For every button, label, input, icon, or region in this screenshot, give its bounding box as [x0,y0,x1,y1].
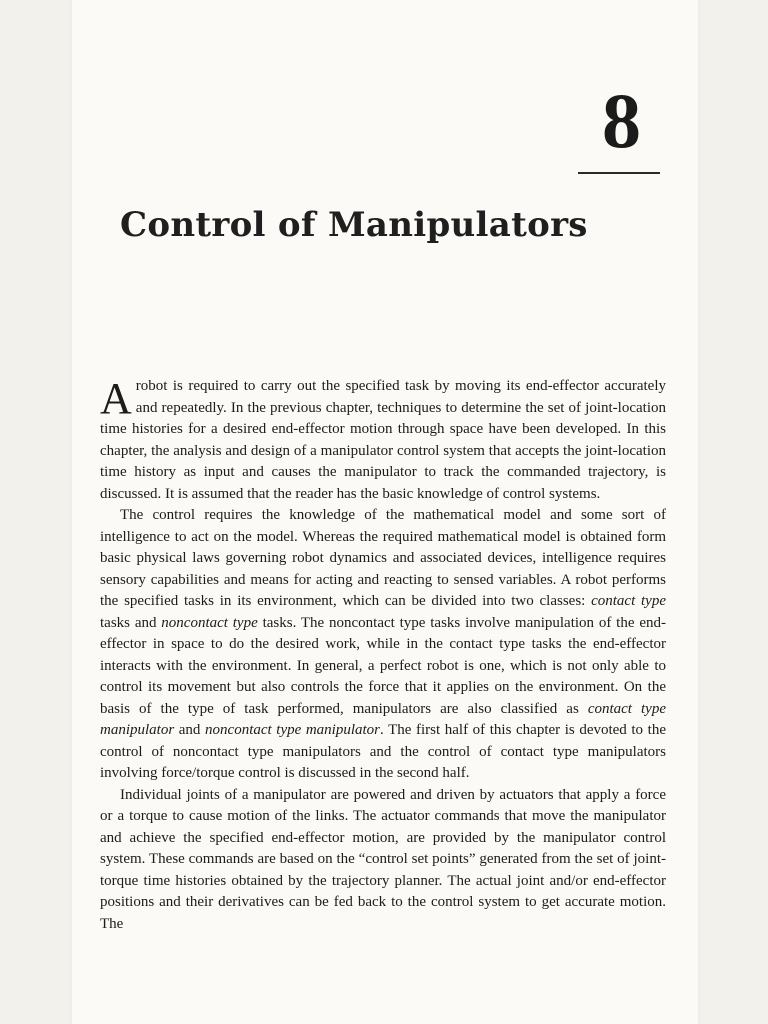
chapter-rule [578,172,660,174]
text-segment: and [174,722,206,738]
drop-cap: A [100,374,132,423]
chapter-number: 8 [602,77,641,164]
paragraph-1 [100,376,666,505]
text-segment: tasks. The noncontact type tasks involve manipulation of the end-effector in space to do the desired work, while in the contact type tasks the end-effector interacts with the environment. In general, a perfect robot is one, which is not only able to control its movement but also controls the force that it applies on the environment. On the basis of the type of task performed, manipulators are also classified as [100,614,666,717]
text-segment: tasks and [100,614,162,631]
term-noncontact-type-manipulator: noncontact type manipulator [205,722,381,738]
text-segment: . The first half of this chapter is devoted to the control of noncontact type manipulators and the control of contact type manipulators involving force/torque control is discussed in the second half. [100,722,666,781]
chapter-body [100,376,666,935]
term-contact-type: contact type [591,593,666,609]
term-noncontact-type: noncontact type [161,614,258,631]
paragraph-3 [100,785,666,936]
paragraph-1-text: robot is required to carry out the specified task by moving its end-effector accurately and repeatedly. In the previous chapter, techniques to determine the set of joint-location time histories for a desired end-effector motion through space have been developed. In this chapter, the analysis and design of a manipulator control system that accepts the joint-location time history as input and causes the manipulator to track the commanded trajectory, is discussed. It is assumed that the reader has the basic knowledge of control systems. [100,378,666,502]
text-segment: The control requires the knowledge of the mathematical model and some sort of intelligence to act on the model. Whereas the required mathematical model is obtained form basic physical laws governing robot dynamics and associated devices, intelligence requires sensory capabilities and means for acting and reacting to sensed variables. A robot performs the specified tasks in its environment, which can be divided into two classes: [100,507,666,609]
chapter-title: Control of Manipulators [120,205,588,245]
paragraph-3-text: Individual joints of a manipulator are powered and driven by actuators that apply a force or a torque to cause motion of the links. The actuator commands that move the manipulator and achieve the specified end-effector motion, are provided by the manipulator control system. These commands are based on the “control set points” generated from the set of joint-torque time histories obtained by the trajectory planner. The actual joint and/or end-effector positions and their derivatives can be fed back to the control system to get accurate motion. The [100,786,666,932]
term-contact-type-manipulator: contact type manipulator [100,700,666,738]
paragraph-2 [100,505,666,785]
